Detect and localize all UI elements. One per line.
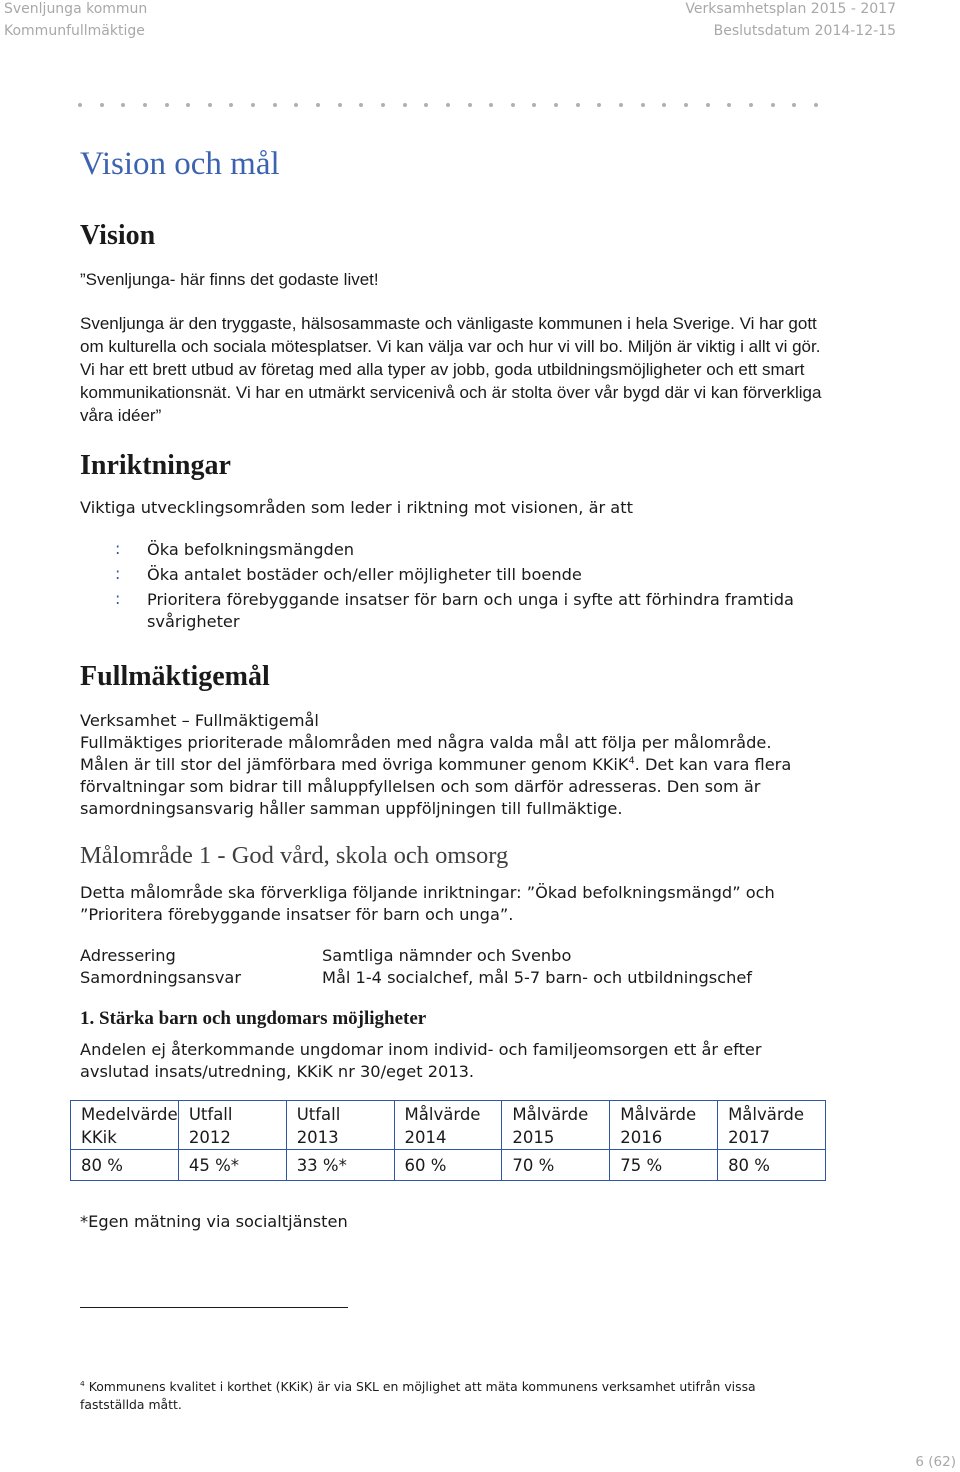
vision-heading: Vision <box>80 220 156 251</box>
divider-dot <box>597 103 601 107</box>
vision-quote: ”Svenljunga- här finns det godaste livet! <box>80 270 379 289</box>
divider-dot <box>165 103 169 107</box>
divider-dot <box>251 103 255 107</box>
divider-dot <box>771 103 775 107</box>
divider-dot <box>532 103 536 107</box>
vision-p2: Vi har ett brett utbud av företag med alla typer av jobb, goda utbildningsmöjligheter och ett smart kommunikationsnät. <box>80 360 805 402</box>
page-title: Vision och mål <box>80 146 280 182</box>
divider-dot <box>619 103 623 107</box>
table-header-cell: Medelvärde KKik <box>71 1101 179 1150</box>
table-cell: 45 %* <box>178 1150 286 1181</box>
fullmaktigemal-line3 <box>80 754 825 820</box>
fullmaktigemal-line3b: . Det kan vara flera förvaltningar som bidrar till måluppfyllelsen och som därför adresseras. Den som är samordningsansvarig håller samman uppföljningen till fullmäktige. <box>80 755 792 818</box>
header-plan: Verksamhetsplan 2015 - 2017 <box>685 1 896 17</box>
divider-dot <box>273 103 277 107</box>
vision-p3: Vi har en utmärkt servicenivå och är stolta över vår bygd där vi kan förverkliga våra idéer” <box>80 383 822 425</box>
table-header-cell: Utfall 2012 <box>178 1101 286 1150</box>
samordningsansvar-value: Mål 1-4 socialchef, mål 5-7 barn- och utbildningschef <box>322 968 753 987</box>
divider-dot <box>381 103 385 107</box>
footnote-ref: 4 <box>628 755 635 767</box>
header-body: Kommunfullmäktige <box>4 23 145 39</box>
divider-dot <box>511 103 515 107</box>
fullmaktigemal-line3a: Målen är till stor del jämförbara med övriga kommuner genom KKiK <box>80 755 629 774</box>
inriktningar-heading: Inriktningar <box>80 450 231 481</box>
divider-dot <box>468 103 472 107</box>
table-header-cell: Utfall 2013 <box>286 1101 394 1150</box>
header-decision-date: Beslutsdatum 2014-12-15 <box>713 23 896 39</box>
fullmaktigemal-text <box>80 710 825 820</box>
divider-dot <box>576 103 580 107</box>
table-cell: 60 % <box>394 1150 502 1181</box>
vision-paragraph <box>80 312 825 427</box>
divider-dot <box>208 103 212 107</box>
vision-p1: Svenljunga är den tryggaste, hälsosammaste och vänligaste kommunen i hela Sverige. Vi har gott om kulturella och sociala mötesplatser. Vi kan välja var och hur vi vill bo. Miljön är viktig i allt vi gör. <box>80 314 821 356</box>
header-org: Svenljunga kommun <box>4 1 148 17</box>
divider-dot <box>706 103 710 107</box>
table-header-cell: Målvärde 2016 <box>610 1101 718 1150</box>
divider-dot <box>814 103 818 107</box>
divider-dot <box>294 103 298 107</box>
bullet-marker: : <box>115 539 121 558</box>
malomrade-intro: Detta målområde ska förverkliga följande inriktningar: ”Ökad befolkningsmängd” och ”Prioritera förebyggande insatser för barn och unga”. <box>80 883 775 924</box>
table-cell: 33 %* <box>286 1150 394 1181</box>
divider-dot <box>121 103 125 107</box>
divider-dot <box>338 103 342 107</box>
table-cell: 80 % <box>71 1150 179 1181</box>
inriktning-item: Prioritera förebyggande insatser för barn och unga i syfte att förhindra framtida svårigheter <box>147 590 794 631</box>
divider-dot <box>792 103 796 107</box>
divider-dot <box>403 103 407 107</box>
table-cell: 70 % <box>502 1150 610 1181</box>
bullet-marker: : <box>115 589 121 608</box>
divider-dot <box>489 103 493 107</box>
divider-dot <box>143 103 147 107</box>
divider-dot <box>186 103 190 107</box>
inriktning-item: Öka antalet bostäder och/eller möjligheter till boende <box>147 565 582 584</box>
inriktningar-intro: Viktiga utvecklingsområden som leder i riktning mot visionen, är att <box>80 498 633 517</box>
divider-dot <box>100 103 104 107</box>
malomrade-heading: Målområde 1 - God vård, skola och omsorg <box>80 842 509 869</box>
samordningsansvar-label: Samordningsansvar <box>80 968 242 987</box>
divider-dot <box>727 103 731 107</box>
goal-text: Andelen ej återkommande ungdomar inom individ- och familjeomsorgen ett år efter avslutad insats/utredning, KKiK nr 30/eget 2013. <box>80 1040 762 1081</box>
bullet-marker: : <box>115 564 121 583</box>
page-number: 6 (62) <box>915 1454 956 1470</box>
table-cell: 75 % <box>610 1150 718 1181</box>
fullmaktigemal-line1: Verksamhet – Fullmäktigemål <box>80 711 319 730</box>
footnote-number: 4 <box>80 1378 85 1388</box>
divider-dot <box>446 103 450 107</box>
adressering-value: Samtliga nämnder och Svenbo <box>322 946 572 965</box>
divider-dot <box>641 103 645 107</box>
divider-dot <box>424 103 428 107</box>
inriktning-item: Öka befolkningsmängden <box>147 540 355 559</box>
divider-dot <box>554 103 558 107</box>
footnote-separator <box>80 1307 348 1308</box>
table-header-cell: Målvärde 2015 <box>502 1101 610 1150</box>
goal-heading: 1. Stärka barn och ungdomars möjligheter <box>80 1008 427 1029</box>
dotted-divider <box>78 103 818 113</box>
divider-dot <box>359 103 363 107</box>
footnote <box>80 1378 820 1414</box>
table-header-cell: Målvärde 2014 <box>394 1101 502 1150</box>
fullmaktigemal-heading: Fullmäktigemål <box>80 661 270 692</box>
kpi-table <box>70 1100 826 1181</box>
divider-dot <box>662 103 666 107</box>
adressering-label: Adressering <box>80 946 176 965</box>
table-row <box>71 1150 826 1181</box>
footnote-text: Kommunens kvalitet i korthet (KKiK) är via SKL en möjlighet att mäta kommunens verksamhet utifrån vissa fastställda mått. <box>80 1379 756 1412</box>
table-note: *Egen mätning via socialtjänsten <box>80 1212 348 1231</box>
table-header-cell: Målvärde 2017 <box>718 1101 826 1150</box>
divider-dot <box>78 103 82 107</box>
fullmaktigemal-line2: Fullmäktiges prioriterade målområden med några valda mål att följa per målområde. <box>80 733 772 752</box>
divider-dot <box>749 103 753 107</box>
divider-dot <box>229 103 233 107</box>
divider-dot <box>316 103 320 107</box>
table-cell: 80 % <box>718 1150 826 1181</box>
divider-dot <box>684 103 688 107</box>
table-header-row <box>71 1101 826 1150</box>
